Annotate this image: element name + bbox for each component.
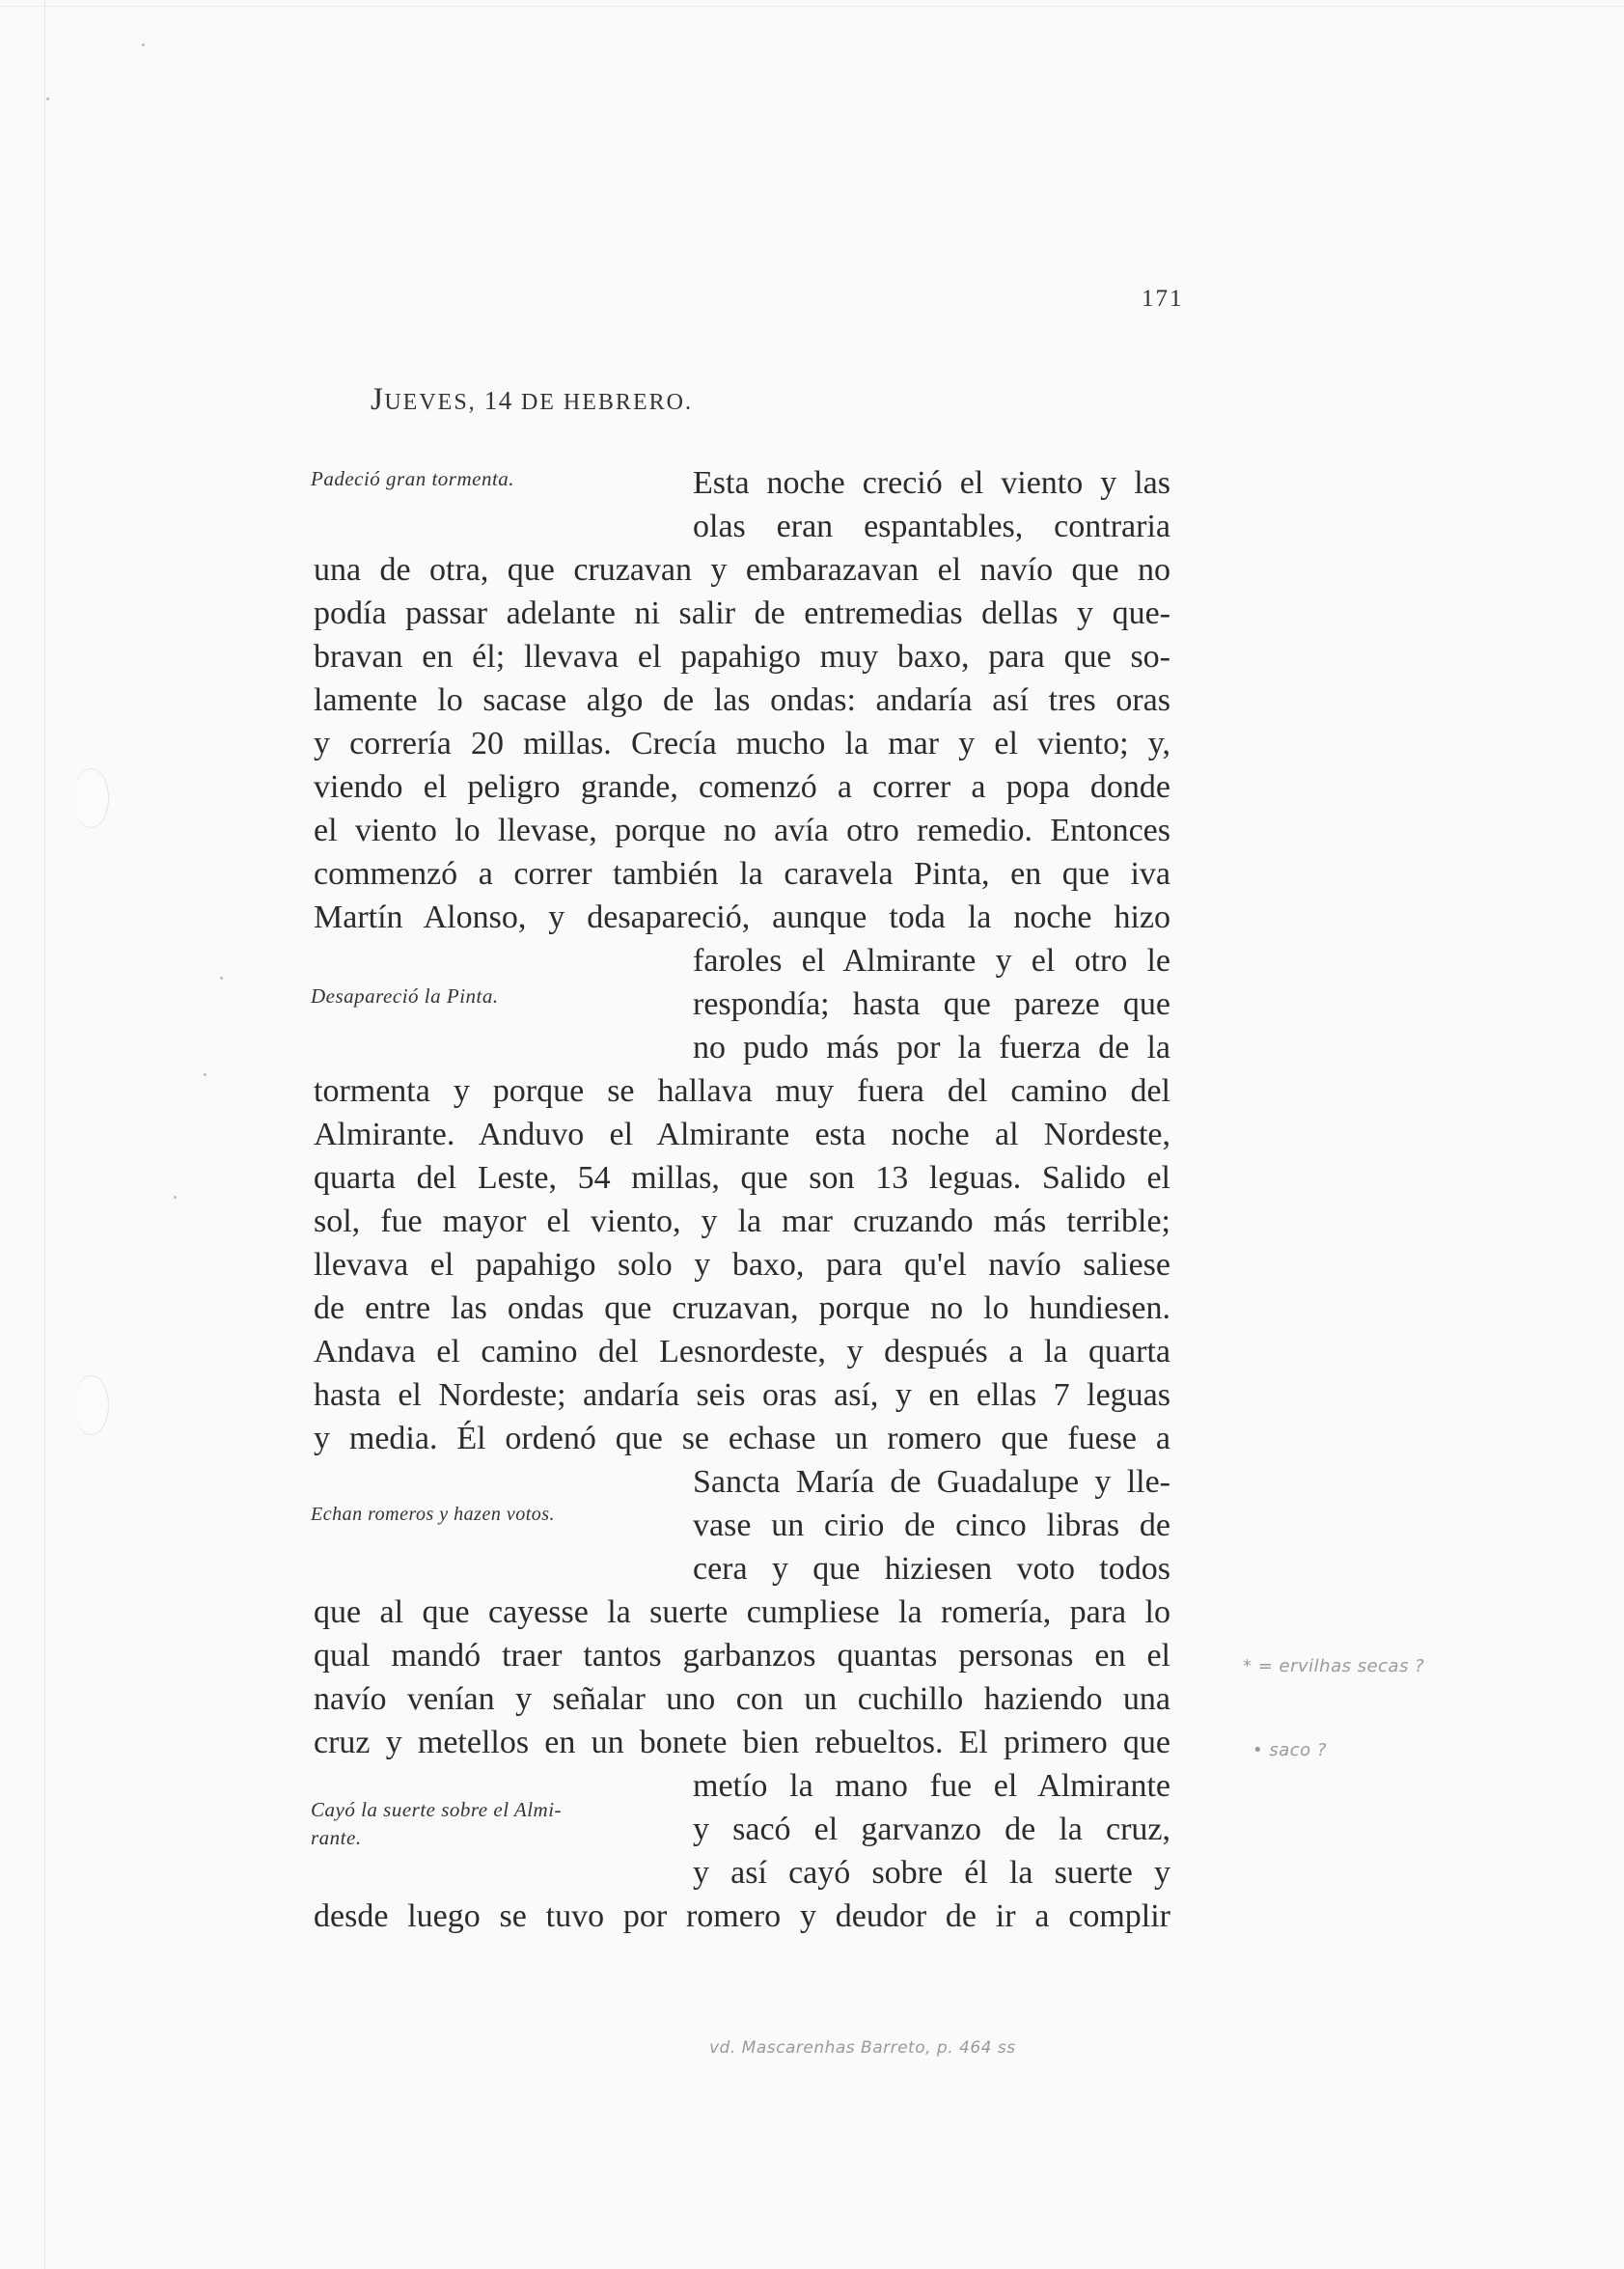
text-line: quarta del Leste, 54 millas, que son 13 leguas. Salido el <box>314 1160 1170 1196</box>
handwritten-note: * = ervilhas secas ? <box>1243 1656 1425 1676</box>
text-line: bravan en él; llevava el papahigo muy baxo, para que so- <box>314 639 1170 675</box>
text-line: hasta el Nordeste; andaría seis oras así, y en ellas 7 leguas <box>314 1377 1170 1413</box>
text-line: Andava el camino del Lesnordeste, y después a la quarta <box>314 1334 1170 1370</box>
speck <box>46 97 49 100</box>
text-line: viendo el peligro grande, comenzó a correr a popa donde <box>314 769 1170 805</box>
punch-hole <box>73 768 109 828</box>
text-line: podía passar adelante ni salir de entremedias dellas y que- <box>314 595 1170 631</box>
text-line: una de otra, que cruzavan y embarazavan el navío que no <box>314 552 1170 588</box>
heading-rest: DE HEBRERO. <box>520 390 693 415</box>
speck <box>174 1196 177 1199</box>
text-line: y media. Él ordenó que se echase un romero que fuese a <box>314 1421 1170 1456</box>
marginal-note: rante. <box>311 1826 362 1849</box>
text-line: faroles el Almirante y el otro le <box>693 943 1170 979</box>
text-line: respondía; hasta que pareze que <box>693 986 1170 1022</box>
heading-initial: J <box>371 382 385 417</box>
text-line: tormenta y porque se hallava muy fuera del camino del <box>314 1073 1170 1109</box>
text-line: Esta noche creció el viento y las <box>693 465 1170 501</box>
text-line: vase un cirio de cinco libras de <box>693 1508 1170 1543</box>
text-line: desde luego se tuvo por romero y deudor de ir a complir <box>314 1898 1170 1934</box>
text-line: cruz y metellos en un bonete bien rebueltos. El primero que <box>314 1725 1170 1760</box>
handwritten-note: • saco ? <box>1252 1740 1327 1760</box>
heading-day: UEVES, <box>384 390 484 415</box>
text-line: lamente lo sacase algo de las ondas: andaría así tres oras <box>314 682 1170 718</box>
speck <box>220 977 223 980</box>
handwritten-note: vd. Mascarenhas Barreto, p. 464 ss <box>709 2038 1016 2058</box>
text-line: cera y que hiziesen voto todos <box>693 1551 1170 1587</box>
text-line: y correría 20 millas. Crecía mucho la mar y el viento; y, <box>314 726 1170 761</box>
page-number: 171 <box>1142 286 1184 312</box>
punch-hole <box>73 1375 109 1435</box>
text-line: de entre las ondas que cruzavan, porque no lo hundiesen. <box>314 1290 1170 1326</box>
marginal-note: Padeció gran tormenta. <box>311 467 515 490</box>
text-line: Sancta María de Guadalupe y lle- <box>693 1464 1170 1500</box>
marginal-note: Echan romeros y hazen votos. <box>311 1504 556 1525</box>
text-line: commenzó a correr también la caravela Pinta, en que iva <box>314 856 1170 892</box>
text-line: Almirante. Anduvo el Almirante esta noche al Nordeste, <box>314 1117 1170 1152</box>
entry-heading <box>371 382 693 418</box>
text-line: el viento lo llevase, porque no avía otro remedio. Entonces <box>314 813 1170 848</box>
text-line: y así cayó sobre él la suerte y <box>693 1855 1170 1891</box>
text-line: y sacó el garvanzo de la cruz, <box>693 1812 1170 1847</box>
speck <box>204 1073 206 1076</box>
speck <box>142 43 145 46</box>
text-line: no pudo más por la fuerza de la <box>693 1030 1170 1065</box>
heading-number: 14 <box>483 386 521 415</box>
text-line: llevava el papahigo solo y baxo, para qu'el navío saliese <box>314 1247 1170 1283</box>
text-line: olas eran espantables, contraria <box>693 509 1170 544</box>
text-line: Martín Alonso, y desapareció, aunque toda la noche hizo <box>314 899 1170 935</box>
text-line: que al que cayesse la suerte cumpliese la romería, para lo <box>314 1594 1170 1630</box>
text-line: metío la mano fue el Almirante <box>693 1768 1170 1804</box>
marginal-note: Desapareció la Pinta. <box>311 984 499 1008</box>
marginal-note: Cayó la suerte sobre el Almi- <box>311 1798 563 1821</box>
text-line: sol, fue mayor el viento, y la mar cruzando más terrible; <box>314 1204 1170 1239</box>
page-edge-left <box>44 0 45 2269</box>
text-line: qual mandó traer tantos garbanzos quantas personas en el <box>314 1638 1170 1674</box>
page-edge-top <box>0 6 1624 7</box>
text-line: navío venían y señalar uno con un cuchillo haziendo una <box>314 1681 1170 1717</box>
